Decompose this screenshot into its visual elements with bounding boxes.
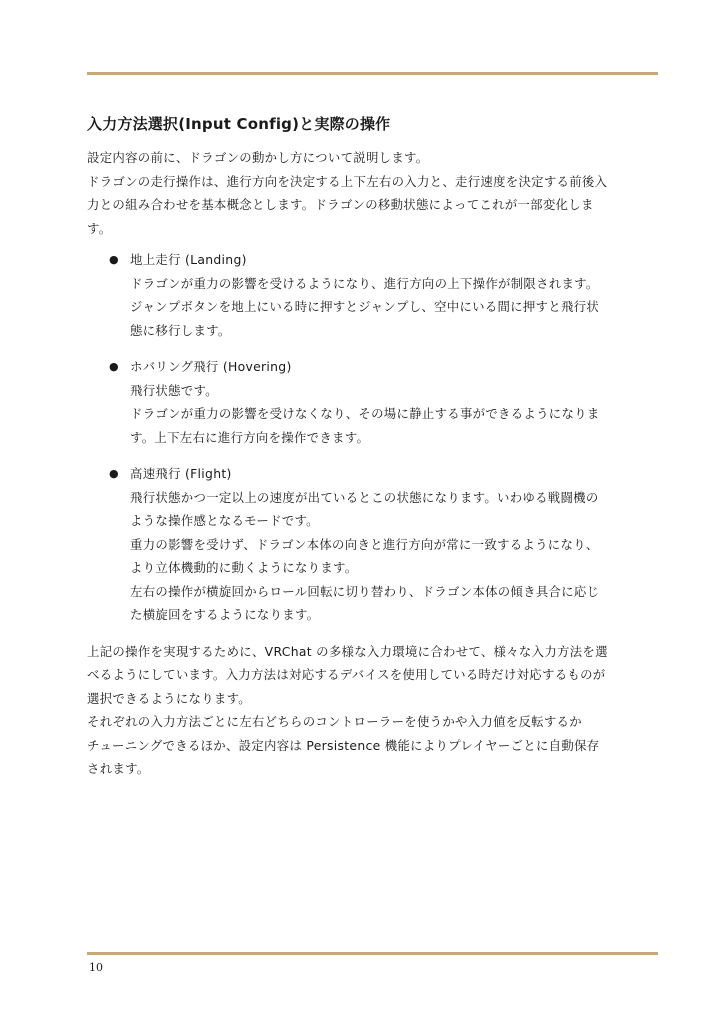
closing-line: それぞれの入力方法ごとに左右どちらのコントローラーを使うかや入力値を反転するか [87,714,582,729]
mode-description-line: た横旋回をするようになります。 [130,607,320,622]
mode-description-line: ような操作感となるモードです。 [130,513,319,528]
mode-title: 高速飛行 (Flight) [130,466,232,481]
mode-flight [87,462,658,627]
movement-modes-list [87,248,658,627]
mode-description-line: す。上下左右に進行方向を操作できます。 [130,429,370,445]
intro-line: 力との組み合わせを基本概念とします。ドラゴンの移動状態によってこれが一部変化しま [87,197,594,212]
mode-landing [87,248,658,342]
footer-rule [87,952,658,955]
mode-description-line: 飛行状態かつ一定以上の速度が出ているとこの状態になります。いわゆる戦闘機の [130,489,599,505]
closing-line: チューニングできるほか、設定内容は Persistence 機能によりプレイヤーごとに自動保存 [87,737,600,753]
mode-description-line: 左右の操作が横旋回からロール回転に切り替わり、ドラゴン本体の傾き具合に応じ [130,583,600,599]
mode-description-line: ジャンプボタンを地上にいる時に押すとジャンプし、空中にいる間に押すと飛行状 [130,299,600,314]
mode-hovering [87,355,658,449]
mode-description-line: 重力の影響を受けず、ドラゴン本体の向きと進行方向が常に一致するようになり、 [130,536,599,552]
mode-description-line: ドラゴンが重力の影響を受けなくなり、その場に静止する事ができるようになりま [130,406,600,421]
mode-description-line: より立体機動的に動くようになります。 [130,560,358,575]
header-rule [87,72,658,75]
mode-title: 地上走行 (Landing) [130,252,247,267]
section-heading: 入力方法選択(Input Config)と実際の操作 [87,115,391,133]
closing-line: 上記の操作を実現するために、VRChat の多様な入力環境に合わせて、様々な入力方法を選 [87,643,608,659]
bullet-icon: ● [109,253,119,266]
intro-line: 設定内容の前に、ドラゴンの動かし方について説明します。 [87,150,429,165]
mode-description-line: 飛行状態です。 [130,382,218,398]
closing-line: 選択できるようになります。 [87,690,251,706]
bullet-icon: ● [109,360,119,373]
intro-paragraph [87,146,658,240]
mode-title: ホバリング飛行 (Hovering) [130,359,292,374]
intro-line: ドラゴンの走行操作は、進行方向を決定する上下左右の入力と、走行速度を決定する前後入 [87,173,608,189]
closing-line: されます。 [87,761,150,776]
intro-line: す。 [87,220,112,236]
closing-line: べるようにしています。入力方法は対応するデバイスを使用している時だけ対応するものが [87,667,606,682]
bullet-icon: ● [109,467,119,480]
mode-description-line: 態に移行します。 [130,322,231,338]
mode-description-line: ドラゴンが重力の影響を受けるようになり、進行方向の上下操作が制限されます。 [130,275,599,291]
page-content [87,112,658,781]
closing-paragraph [87,640,658,781]
page-number: 10 [89,961,103,974]
